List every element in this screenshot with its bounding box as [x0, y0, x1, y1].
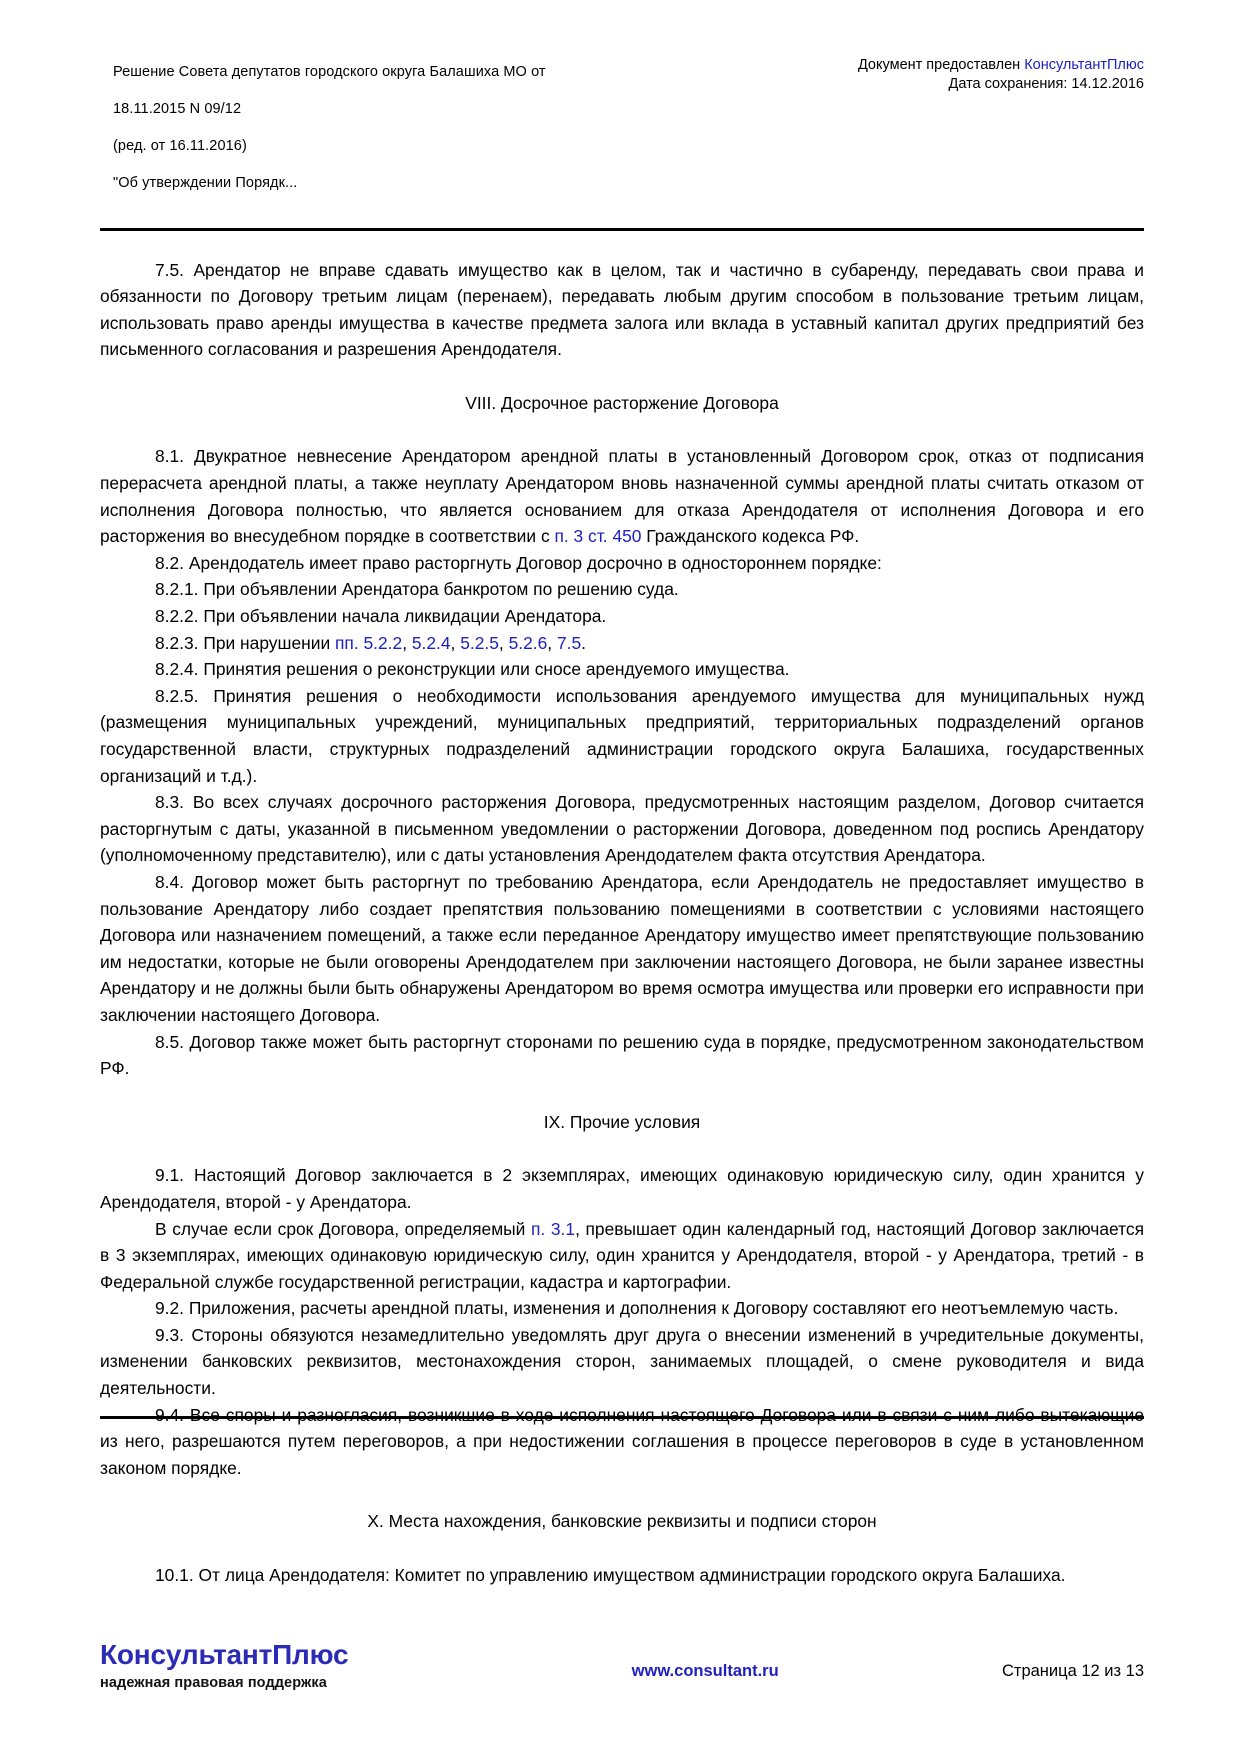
- heading-section-viii: VIII. Досрочное расторжение Договора: [465, 392, 779, 413]
- paragraph-9-1b-text-before-link: В случае если срок Договора, определяемый: [155, 1218, 532, 1239]
- paragraph-8-2-5: 8.2.5. Принятия решения о необходимости использования арендуемого имущества для муниципальных нужд (размещения муниципальных учреждений, муниципальных предприятий, территориальных подразделений органов государственной власти, структурных подразделений администрации городского округа Балашиха, государственных организаций и т.д.).: [100, 685, 1144, 786]
- saved-date-label: Дата сохранения: 14.12.2016: [948, 76, 1144, 92]
- paragraph-7-5: 7.5. Арендатор не вправе сдавать имущество как в целом, так и частично в субаренду, передавать свои права и обязанности по Договору третьим лицам (перенаем), передавать любым другим способом в пользование третьим лицам, использовать право аренды имущества в качестве предмета залога или вклада в уставный капитал других предприятий без письменного согласования и разрешения Арендодателя.: [100, 259, 1144, 360]
- footer-divider: [100, 1416, 1144, 1419]
- paragraph-8-2-3: [100, 630, 1144, 657]
- document-title-line-4: "Об утверждении Порядк...: [113, 174, 298, 191]
- link-p-3-1[interactable]: п. 3.1: [531, 1218, 576, 1239]
- separator: ,: [402, 632, 412, 653]
- spacer: [100, 416, 1144, 443]
- spacer: [100, 1135, 1144, 1162]
- logo-wordmark: КонсультантПлюс: [100, 1639, 349, 1670]
- consultant-plus-logo: [100, 1640, 348, 1693]
- paragraph-8-2: 8.2. Арендодатель имеет право расторгнуть Договор досрочно в одностороннем порядке:: [155, 552, 882, 573]
- link-pp-5-2-2[interactable]: пп. 5.2.2: [335, 632, 403, 653]
- provided-by-label: Документ предоставлен: [857, 57, 1025, 73]
- link-5-2-5[interactable]: 5.2.5: [460, 632, 499, 653]
- spacer: [100, 1481, 1144, 1508]
- paragraph-8-2-3-prefix: 8.2.3. При нарушении: [155, 632, 335, 653]
- heading-section-x: X. Места нахождения, банковские реквизиты и подписи сторон: [367, 1511, 877, 1532]
- paragraph-9-4: 9.4. Все споры и разногласия, возникшие в ходе исполнения настоящего Договора или в связи с ним либо вытекающие из него, разрешаются путем переговоров, а при недостижении соглашения в процессе переговоров в суде в установленном законом порядке.: [100, 1404, 1144, 1478]
- page-number-label: Страница 12 из 13: [1001, 1662, 1144, 1680]
- provider-block: [858, 44, 1144, 94]
- paragraph-9-1: 9.1. Настоящий Договор заключается в 2 экземплярах, имеющих одинаковую юридическую силу, один хранится у Арендодателя, второй - у Арендатора.: [100, 1165, 1144, 1212]
- paragraph-8-2-3-suffix: .: [581, 632, 586, 653]
- separator: ,: [547, 632, 557, 653]
- link-7-5[interactable]: 7.5: [556, 632, 582, 653]
- link-5-2-4[interactable]: 5.2.4: [411, 632, 451, 653]
- paragraph-8-4: 8.4. Договор может быть расторгнут по требованию Арендатора, если Арендодатель не предоставляет имущество в пользование Арендатору либо создает препятствия пользованию помещениями в соответствии с условиями настоящего Договора или назначением помещений, а также если переданное Арендатору имущество имеет препятствующие пользованию им недостатки, которые не были оговорены Арендодателем при заключении настоящего Договора, не были заранее известны Арендатору и не должны были быть обнаружены Арендатором во время осмотра имущества или проверки его исправности при заключении настоящего Договора.: [100, 871, 1144, 1025]
- paragraph-8-2-2: 8.2.2. При объявлении начала ликвидации Арендатора.: [155, 606, 607, 627]
- paragraph-8-1-text-after-link: Гражданского кодекса РФ.: [641, 526, 860, 547]
- paragraph-9-2: 9.2. Приложения, расчеты арендной платы, изменения и дополнения к Договору составляют его неотъемлемую часть.: [155, 1298, 1119, 1319]
- spacer: [100, 363, 1144, 390]
- paragraph-8-3: 8.3. Во всех случаях досрочного расторжения Договора, предусмотренных настоящим разделом, Договор считается расторгнутым с даты, указанной в письменном уведомлении о расторжении Договора, доведенном под роспись Арендатору (уполномоченному представителю), или с даты установления Арендодателем факта отсутствия Арендатора.: [100, 792, 1144, 866]
- link-gk-rf-p3-st450[interactable]: п. 3 ст. 450: [554, 526, 642, 547]
- paragraph-8-1-text-before-link: 8.1. Двукратное невнесение Арендатором арендной платы в установленный Договором срок, отказ от подписания перерасчета арендной платы, а также неуплату Арендатором вновь назначенной суммы арендной платы считать отказом от исполнения Договора полностью, что является основанием для отказа Арендодателя от исполнения Договора и его расторжения во внесудебном порядке в соответствии с: [100, 446, 1144, 547]
- document-footer: [0, 1640, 1240, 1693]
- footer-website-link[interactable]: www.consultant.ru: [631, 1662, 779, 1680]
- document-body: [0, 231, 1240, 1589]
- link-5-2-6[interactable]: 5.2.6: [508, 632, 548, 653]
- logo-tagline: надежная правовая поддержка: [100, 1675, 327, 1691]
- paragraph-8-5: 8.5. Договор также может быть расторгнут сторонами по решению суда в порядке, предусмотренном законодательством РФ.: [100, 1031, 1144, 1079]
- document-title-block: [113, 44, 546, 211]
- heading-section-ix: IX. Прочие условия: [543, 1111, 701, 1132]
- paragraph-9-1b-text-after-link: , превышает один календарный год, настоящий Договор заключается в 3 экземплярах, имеющих одинаковую юридическую силу, один хранится у Арендодателя, второй - у Арендатора, третий - в Федеральной службе государственной регистрации, кадастра и картографии.: [100, 1218, 1144, 1292]
- spacer: [100, 1082, 1144, 1109]
- paragraph-8-2-4: 8.2.4. Принятия решения о реконструкции или сносе арендуемого имущества.: [155, 659, 790, 680]
- paragraph-8-2-1: 8.2.1. При объявлении Арендатора банкротом по решению суда.: [155, 579, 679, 600]
- paragraph-9-1b: [100, 1216, 1144, 1296]
- paragraph-10-1: 10.1. От лица Арендодателя: Комитет по управлению имуществом администрации городского округа Балашиха.: [155, 1565, 1066, 1586]
- separator: ,: [450, 632, 461, 653]
- document-title-line-3: (ред. от 16.11.2016): [113, 137, 247, 154]
- paragraph-9-3: 9.3. Стороны обязуются незамедлительно уведомлять друг друга о внесении изменений в учредительные документы, изменении банковских реквизитов, местонахождения сторон, занимаемых площадей, о смене руководителя и вида деятельности.: [100, 1324, 1144, 1399]
- provided-by-line: [858, 56, 1144, 75]
- document-title-line-1: Решение Совета депутатов городского округа Балашиха МО от: [113, 63, 546, 80]
- consultant-plus-link[interactable]: КонсультантПлюс: [1024, 57, 1144, 73]
- document-title-line-2: 18.11.2015 N 09/12: [113, 100, 242, 117]
- document-header: [0, 0, 1240, 211]
- spacer: [100, 1535, 1144, 1562]
- paragraph-8-1: [100, 443, 1144, 549]
- separator: ,: [498, 632, 509, 653]
- spacer: [100, 231, 1144, 257]
